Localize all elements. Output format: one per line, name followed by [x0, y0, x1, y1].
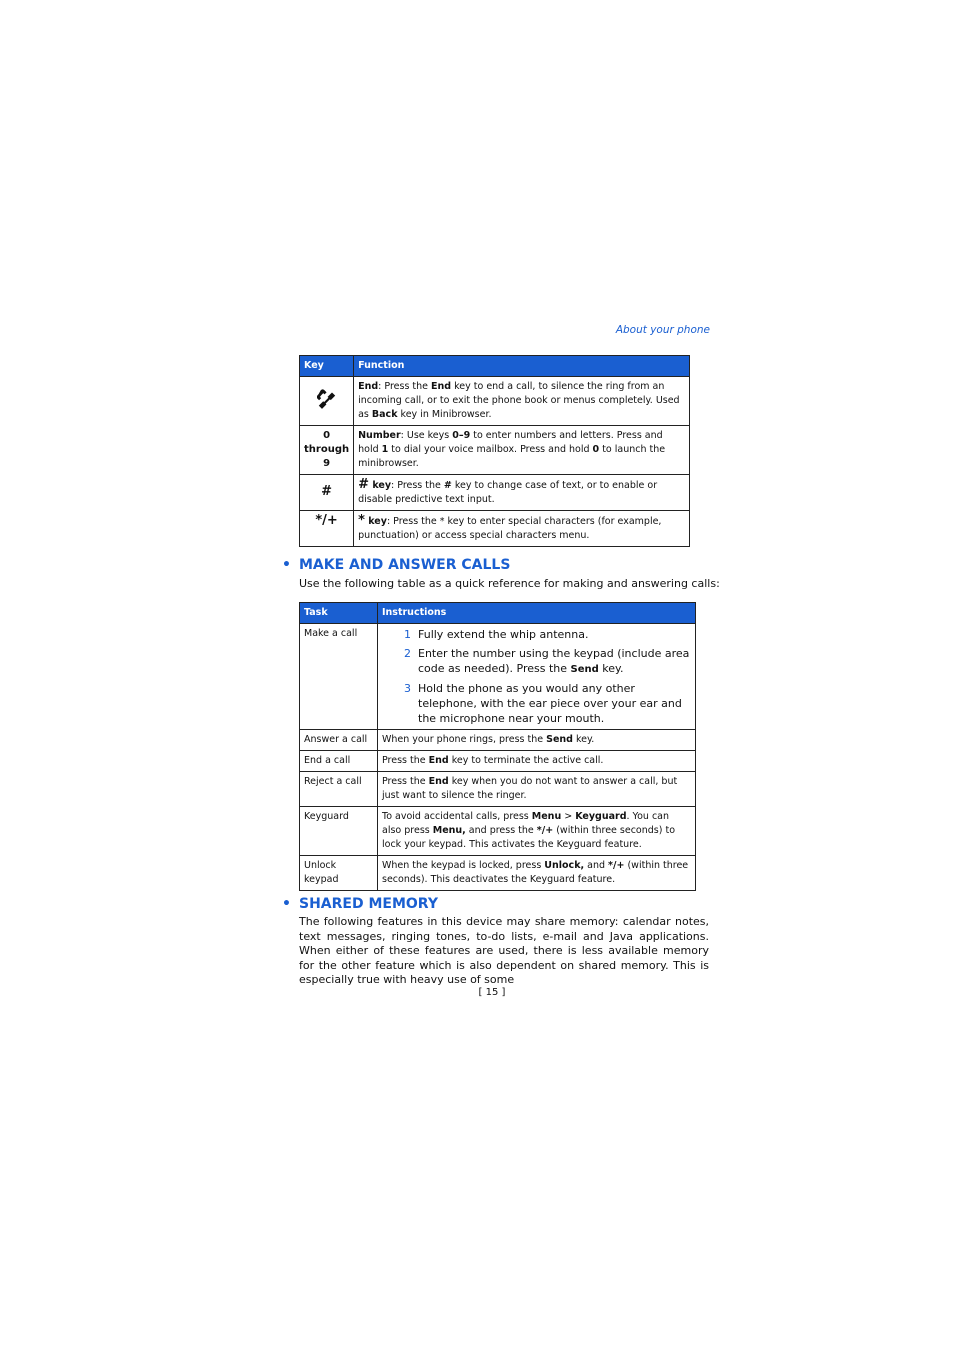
term: End — [428, 755, 449, 766]
page-number: [ 15 ] — [478, 987, 506, 998]
text: key to terminate the active call. — [448, 755, 604, 766]
text: . You can also press — [382, 811, 670, 836]
table-row — [300, 624, 696, 730]
key-cell — [300, 475, 354, 511]
instructions-cell — [378, 751, 696, 772]
instructions-cell — [378, 807, 696, 856]
task-cell: Unlock keypad — [300, 856, 378, 891]
table-row — [300, 751, 696, 772]
key-label: 9 — [323, 458, 331, 469]
term: End — [431, 381, 452, 392]
column-header: Key — [300, 356, 354, 377]
text: : Use keys — [400, 430, 453, 441]
text: When your phone rings, press the — [382, 734, 547, 745]
table-header-row — [300, 356, 690, 377]
term: */+ — [536, 825, 554, 836]
term: Send — [570, 664, 599, 675]
term: 0–9 — [452, 430, 471, 441]
term: 1 — [381, 444, 389, 455]
text: and press the — [465, 825, 537, 836]
term: Menu, — [432, 825, 466, 836]
step-text: Enter the number using the keypad (include area code as needed). Press the — [418, 647, 690, 675]
table-row — [300, 772, 696, 807]
key-cell — [300, 511, 354, 547]
term: key — [364, 516, 387, 527]
column-header: Task — [300, 603, 378, 624]
table-row — [300, 426, 690, 475]
term: Keyguard — [575, 811, 627, 822]
text: and — [584, 860, 609, 871]
table-row — [300, 730, 696, 751]
key-glyph: # — [358, 477, 370, 492]
tasks-table — [299, 602, 696, 891]
instructions-cell — [378, 772, 696, 807]
task-cell: End a call — [300, 751, 378, 772]
term: key — [369, 480, 392, 491]
task-cell: Reject a call — [300, 772, 378, 807]
text: key to change case of text, or to enable or disable predictive text input. — [358, 480, 658, 505]
text: > — [561, 811, 576, 822]
phone-handset-icon — [317, 389, 337, 409]
intro-text: Use the following table as a quick reference for making and answering calls: — [299, 577, 720, 590]
term: End — [358, 381, 379, 392]
key-glyph: * — [358, 513, 365, 528]
term: End — [428, 776, 449, 787]
table-row — [300, 377, 690, 426]
instructions-cell — [378, 624, 696, 730]
table-row — [300, 511, 690, 547]
term: Send — [546, 734, 573, 745]
task-cell: Answer a call — [300, 730, 378, 751]
instructions-cell — [378, 856, 696, 891]
text: (within three seconds) to lock your keypad. This activates the Keyguard feature. — [382, 825, 676, 850]
table-header-row — [300, 603, 696, 624]
key-cell — [300, 426, 354, 475]
text: to launch the minibrowser. — [358, 444, 666, 469]
section-title: SHARED MEMORY — [299, 896, 438, 912]
section-title: MAKE AND ANSWER CALLS — [299, 557, 511, 573]
instructions-cell — [378, 730, 696, 751]
running-head: About your phone — [615, 324, 710, 336]
task-cell: Make a call — [300, 624, 378, 730]
text: key when you do not want to answer a call, but just want to silence the ringer. — [382, 776, 678, 801]
step-number: 3 — [404, 682, 411, 695]
term: 0 — [592, 444, 600, 455]
text: key to end a call, to silence the ring from an incoming call, or to exit the phone book or menus completely. Used as — [358, 381, 680, 420]
text: To avoid accidental calls, press — [382, 811, 532, 822]
text: When the keypad is locked, press — [382, 860, 545, 871]
text: : Press the — [378, 381, 432, 392]
list-item — [382, 681, 691, 726]
text: to enter numbers and letters. Press and hold — [358, 430, 663, 455]
column-header: Instructions — [378, 603, 696, 624]
term: */+ — [608, 860, 625, 871]
text: to dial your voice mailbox. Press and hold — [388, 444, 593, 455]
term: Menu — [531, 811, 562, 822]
function-cell — [354, 475, 690, 511]
bullet: • — [282, 896, 291, 912]
text: key. — [572, 734, 595, 745]
text: Press the — [382, 776, 429, 787]
table-row — [300, 807, 696, 856]
key-label: # — [321, 484, 332, 499]
body-paragraph: The following features in this device may share memory: calendar notes, text messages, ringing tones, to-do lists, e-mail and Java applications. When either of these features are used, there is less available memory for the other feature which is also dependent on shared memory. This is especially true with heavy use of some — [299, 915, 709, 986]
term: # — [443, 480, 452, 491]
text: key in Minibrowser. — [397, 409, 492, 420]
key-label: */+ — [315, 513, 338, 528]
table-row — [300, 475, 690, 511]
step-text: key. — [598, 662, 624, 675]
function-cell — [354, 511, 690, 547]
text: : Press the — [391, 480, 444, 491]
term: Unlock, — [544, 860, 585, 871]
text: : Press the * key to enter special characters (for example, punctuation) or access special characters menu. — [358, 516, 662, 541]
step-text: Fully extend the whip antenna. — [418, 628, 589, 641]
term: Number — [358, 430, 401, 441]
section-heading — [282, 896, 438, 912]
key-cell — [300, 377, 354, 426]
term: Back — [371, 409, 398, 420]
key-label: 0 — [323, 430, 331, 441]
list-item — [382, 646, 691, 677]
list-item — [382, 627, 691, 642]
section-heading — [282, 557, 510, 573]
function-cell — [354, 426, 690, 475]
keys-table — [299, 355, 690, 547]
function-cell — [354, 377, 690, 426]
bullet: • — [282, 557, 291, 573]
step-text: Hold the phone as you would any other telephone, with the ear piece over your ear and the microphone near your mouth. — [418, 682, 682, 725]
key-label: through — [304, 444, 350, 455]
text: (within three seconds). This deactivates the Keyguard feature. — [382, 860, 689, 885]
step-number: 1 — [404, 628, 411, 641]
column-header: Function — [354, 356, 690, 377]
text: Press the — [382, 755, 429, 766]
task-cell: Keyguard — [300, 807, 378, 856]
steps-list — [382, 627, 691, 726]
step-number: 2 — [404, 647, 411, 660]
table-row — [300, 856, 696, 891]
